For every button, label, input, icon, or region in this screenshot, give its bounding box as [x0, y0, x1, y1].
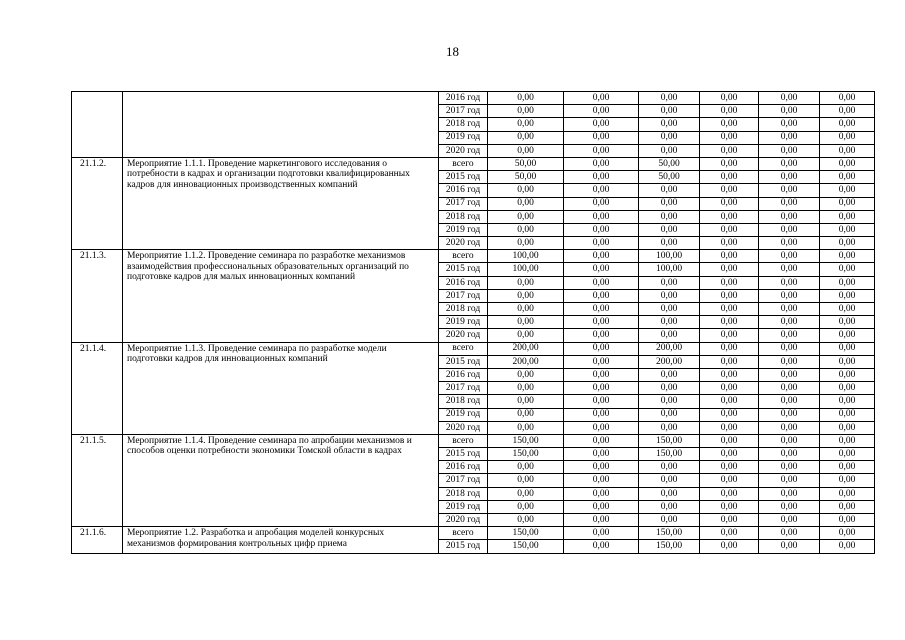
amount-cell: 0,00	[639, 500, 700, 513]
amount-cell: 0,00	[488, 316, 564, 329]
amount-cell: 0,00	[564, 223, 639, 236]
amount-cell: 0,00	[759, 329, 820, 342]
amount-cell: 0,00	[700, 171, 759, 184]
amount-cell: 0,00	[759, 395, 820, 408]
amount-cell: 0,00	[488, 237, 564, 250]
amount-cell: 0,00	[820, 171, 875, 184]
amount-cell: 50,00	[639, 157, 700, 170]
period-cell: всего	[439, 250, 488, 263]
amount-cell: 0,00	[820, 92, 875, 105]
amount-cell: 0,00	[820, 474, 875, 487]
amount-cell: 0,00	[759, 527, 820, 540]
amount-cell: 150,00	[639, 448, 700, 461]
amount-cell: 0,00	[759, 540, 820, 553]
amount-cell: 0,00	[639, 197, 700, 210]
period-cell: 2019 год	[439, 223, 488, 236]
amount-cell: 0,00	[564, 474, 639, 487]
amount-cell: 0,00	[564, 144, 639, 157]
amount-cell: 0,00	[639, 382, 700, 395]
amount-cell: 0,00	[564, 421, 639, 434]
amount-cell: 0,00	[700, 395, 759, 408]
period-cell: всего	[439, 527, 488, 540]
amount-cell: 0,00	[700, 303, 759, 316]
period-cell: 2020 год	[439, 329, 488, 342]
amount-cell: 0,00	[564, 105, 639, 118]
amount-cell: 0,00	[759, 105, 820, 118]
amount-cell: 0,00	[820, 223, 875, 236]
amount-cell: 150,00	[639, 434, 700, 447]
table-row	[72, 342, 875, 355]
activity-title: Мероприятие 1.2. Разработка и апробация моделей конкурсных механизмов формирования контрольных цифр приема	[123, 527, 439, 553]
amount-cell: 50,00	[488, 171, 564, 184]
amount-cell: 0,00	[488, 276, 564, 289]
amount-cell: 0,00	[820, 303, 875, 316]
amount-cell: 0,00	[820, 118, 875, 131]
amount-cell: 0,00	[639, 105, 700, 118]
amount-cell: 0,00	[564, 487, 639, 500]
amount-cell: 0,00	[639, 461, 700, 474]
period-cell: 2016 год	[439, 276, 488, 289]
amount-cell: 0,00	[639, 237, 700, 250]
period-cell: 2017 год	[439, 474, 488, 487]
amount-cell: 0,00	[639, 289, 700, 302]
period-cell: 2020 год	[439, 421, 488, 434]
amount-cell: 0,00	[639, 474, 700, 487]
amount-cell: 0,00	[820, 157, 875, 170]
amount-cell: 0,00	[759, 461, 820, 474]
amount-cell: 0,00	[700, 487, 759, 500]
period-cell: 2020 год	[439, 237, 488, 250]
amount-cell: 0,00	[700, 461, 759, 474]
amount-cell: 0,00	[564, 157, 639, 170]
amount-cell: 0,00	[700, 223, 759, 236]
amount-cell: 0,00	[700, 316, 759, 329]
amount-cell: 0,00	[759, 342, 820, 355]
table-row	[72, 527, 875, 540]
amount-cell: 0,00	[488, 408, 564, 421]
amount-cell: 0,00	[639, 316, 700, 329]
amount-cell: 0,00	[639, 223, 700, 236]
activity-title: Мероприятие 1.1.1. Проведение маркетингового исследования о потребности в кадрах и организации подготовки квалифицированных кадров для инновационных производственных компаний	[123, 157, 439, 249]
amount-cell: 0,00	[564, 131, 639, 144]
amount-cell: 0,00	[488, 144, 564, 157]
amount-cell: 0,00	[639, 368, 700, 381]
amount-cell: 0,00	[564, 171, 639, 184]
amount-cell: 0,00	[759, 500, 820, 513]
amount-cell: 0,00	[820, 263, 875, 276]
budget-table	[71, 91, 875, 554]
amount-cell: 0,00	[700, 448, 759, 461]
amount-cell: 150,00	[639, 540, 700, 553]
amount-cell: 0,00	[639, 421, 700, 434]
amount-cell: 0,00	[700, 197, 759, 210]
activity-title: Мероприятие 1.1.4. Проведение семинара по апробации механизмов и способов оценки потребности экономики Томской области в кадрах	[123, 434, 439, 526]
amount-cell: 0,00	[820, 144, 875, 157]
amount-cell: 0,00	[820, 368, 875, 381]
amount-cell: 0,00	[759, 434, 820, 447]
amount-cell: 0,00	[564, 276, 639, 289]
page-number: 18	[446, 44, 459, 59]
amount-cell: 0,00	[700, 368, 759, 381]
period-cell: 2020 год	[439, 514, 488, 527]
activity-title	[123, 92, 439, 158]
amount-cell: 0,00	[820, 527, 875, 540]
amount-cell: 0,00	[488, 303, 564, 316]
amount-cell: 0,00	[820, 408, 875, 421]
activity-code	[72, 92, 123, 158]
amount-cell: 0,00	[564, 197, 639, 210]
amount-cell: 0,00	[759, 408, 820, 421]
amount-cell: 0,00	[820, 250, 875, 263]
table-row	[72, 92, 875, 105]
amount-cell: 0,00	[700, 263, 759, 276]
amount-cell: 0,00	[564, 118, 639, 131]
amount-cell: 0,00	[700, 329, 759, 342]
amount-cell: 0,00	[700, 500, 759, 513]
amount-cell: 0,00	[564, 92, 639, 105]
period-cell: 2020 год	[439, 144, 488, 157]
period-cell: 2019 год	[439, 408, 488, 421]
amount-cell: 0,00	[820, 434, 875, 447]
amount-cell: 100,00	[488, 263, 564, 276]
amount-cell: 0,00	[700, 92, 759, 105]
period-cell: 2015 год	[439, 540, 488, 553]
amount-cell: 0,00	[564, 210, 639, 223]
amount-cell: 0,00	[820, 289, 875, 302]
amount-cell: 0,00	[488, 289, 564, 302]
amount-cell: 0,00	[700, 342, 759, 355]
amount-cell: 0,00	[820, 514, 875, 527]
period-cell: 2019 год	[439, 316, 488, 329]
amount-cell: 0,00	[700, 144, 759, 157]
amount-cell: 0,00	[488, 329, 564, 342]
amount-cell: 150,00	[488, 527, 564, 540]
period-cell: 2016 год	[439, 184, 488, 197]
period-cell: 2017 год	[439, 382, 488, 395]
amount-cell: 0,00	[564, 434, 639, 447]
period-cell: 2016 год	[439, 92, 488, 105]
amount-cell: 0,00	[700, 157, 759, 170]
amount-cell: 0,00	[639, 514, 700, 527]
amount-cell: 100,00	[639, 263, 700, 276]
amount-cell: 0,00	[488, 514, 564, 527]
amount-cell: 0,00	[564, 527, 639, 540]
amount-cell: 0,00	[759, 421, 820, 434]
amount-cell: 0,00	[759, 250, 820, 263]
amount-cell: 0,00	[488, 184, 564, 197]
amount-cell: 0,00	[700, 184, 759, 197]
amount-cell: 0,00	[488, 197, 564, 210]
amount-cell: 0,00	[700, 408, 759, 421]
amount-cell: 0,00	[564, 408, 639, 421]
amount-cell: 0,00	[488, 474, 564, 487]
table-row	[72, 434, 875, 447]
amount-cell: 0,00	[564, 355, 639, 368]
amount-cell: 0,00	[820, 448, 875, 461]
amount-cell: 50,00	[639, 171, 700, 184]
amount-cell: 0,00	[759, 303, 820, 316]
amount-cell: 0,00	[820, 355, 875, 368]
amount-cell: 0,00	[488, 105, 564, 118]
amount-cell: 0,00	[564, 382, 639, 395]
amount-cell: 200,00	[488, 342, 564, 355]
amount-cell: 0,00	[488, 131, 564, 144]
amount-cell: 0,00	[639, 144, 700, 157]
amount-cell: 0,00	[759, 448, 820, 461]
period-cell: 2018 год	[439, 118, 488, 131]
amount-cell: 0,00	[639, 131, 700, 144]
amount-cell: 0,00	[639, 408, 700, 421]
amount-cell: 0,00	[564, 342, 639, 355]
amount-cell: 200,00	[639, 355, 700, 368]
amount-cell: 0,00	[488, 118, 564, 131]
amount-cell: 0,00	[820, 237, 875, 250]
amount-cell: 0,00	[564, 540, 639, 553]
amount-cell: 0,00	[820, 105, 875, 118]
amount-cell: 0,00	[820, 316, 875, 329]
amount-cell: 0,00	[759, 92, 820, 105]
amount-cell: 0,00	[820, 184, 875, 197]
period-cell: 2017 год	[439, 197, 488, 210]
amount-cell: 0,00	[564, 514, 639, 527]
amount-cell: 0,00	[564, 289, 639, 302]
amount-cell: 0,00	[759, 474, 820, 487]
period-cell: 2018 год	[439, 303, 488, 316]
amount-cell: 0,00	[820, 276, 875, 289]
amount-cell: 0,00	[700, 289, 759, 302]
amount-cell: 100,00	[639, 250, 700, 263]
amount-cell: 0,00	[488, 500, 564, 513]
activity-code: 21.1.4.	[72, 342, 123, 434]
period-cell: 2015 год	[439, 171, 488, 184]
amount-cell: 50,00	[488, 157, 564, 170]
amount-cell: 0,00	[564, 184, 639, 197]
amount-cell: 150,00	[488, 434, 564, 447]
amount-cell: 0,00	[759, 144, 820, 157]
amount-cell: 100,00	[488, 250, 564, 263]
amount-cell: 0,00	[759, 223, 820, 236]
amount-cell: 0,00	[564, 250, 639, 263]
period-cell: 2017 год	[439, 289, 488, 302]
amount-cell: 0,00	[639, 303, 700, 316]
amount-cell: 0,00	[564, 395, 639, 408]
amount-cell: 0,00	[639, 329, 700, 342]
amount-cell: 0,00	[488, 421, 564, 434]
amount-cell: 0,00	[700, 382, 759, 395]
amount-cell: 0,00	[759, 171, 820, 184]
period-cell: 2018 год	[439, 210, 488, 223]
period-cell: 2019 год	[439, 131, 488, 144]
amount-cell: 0,00	[820, 382, 875, 395]
amount-cell: 0,00	[820, 461, 875, 474]
amount-cell: 0,00	[700, 434, 759, 447]
amount-cell: 0,00	[700, 474, 759, 487]
amount-cell: 0,00	[700, 276, 759, 289]
amount-cell: 0,00	[759, 197, 820, 210]
amount-cell: 0,00	[820, 540, 875, 553]
amount-cell: 150,00	[488, 448, 564, 461]
amount-cell: 0,00	[564, 263, 639, 276]
amount-cell: 0,00	[700, 131, 759, 144]
amount-cell: 150,00	[488, 540, 564, 553]
amount-cell: 0,00	[488, 395, 564, 408]
period-cell: всего	[439, 157, 488, 170]
amount-cell: 0,00	[759, 184, 820, 197]
period-cell: 2015 год	[439, 263, 488, 276]
amount-cell: 0,00	[564, 237, 639, 250]
period-cell: 2018 год	[439, 395, 488, 408]
amount-cell: 0,00	[759, 118, 820, 131]
amount-cell: 0,00	[639, 395, 700, 408]
amount-cell: 0,00	[700, 118, 759, 131]
amount-cell: 0,00	[820, 421, 875, 434]
amount-cell: 200,00	[488, 355, 564, 368]
amount-cell: 0,00	[564, 461, 639, 474]
amount-cell: 0,00	[820, 131, 875, 144]
amount-cell: 0,00	[759, 289, 820, 302]
amount-cell: 0,00	[759, 382, 820, 395]
amount-cell: 0,00	[488, 382, 564, 395]
amount-cell: 0,00	[700, 540, 759, 553]
amount-cell: 0,00	[639, 276, 700, 289]
amount-cell: 0,00	[700, 210, 759, 223]
amount-cell: 0,00	[700, 237, 759, 250]
amount-cell: 0,00	[759, 368, 820, 381]
activity-code: 21.1.5.	[72, 434, 123, 526]
amount-cell: 0,00	[820, 342, 875, 355]
amount-cell: 0,00	[564, 368, 639, 381]
amount-cell: 0,00	[564, 316, 639, 329]
amount-cell: 0,00	[564, 448, 639, 461]
amount-cell: 0,00	[488, 368, 564, 381]
amount-cell: 0,00	[700, 105, 759, 118]
amount-cell: 0,00	[759, 237, 820, 250]
amount-cell: 0,00	[700, 421, 759, 434]
period-cell: 2018 год	[439, 487, 488, 500]
amount-cell: 0,00	[488, 210, 564, 223]
amount-cell: 0,00	[488, 487, 564, 500]
amount-cell: 0,00	[564, 303, 639, 316]
amount-cell: 0,00	[700, 514, 759, 527]
amount-cell: 0,00	[759, 514, 820, 527]
amount-cell: 0,00	[820, 197, 875, 210]
activity-code: 21.1.3.	[72, 250, 123, 342]
amount-cell: 0,00	[820, 500, 875, 513]
amount-cell: 0,00	[639, 118, 700, 131]
amount-cell: 0,00	[759, 131, 820, 144]
period-cell: 2015 год	[439, 448, 488, 461]
activity-title: Мероприятие 1.1.3. Проведение семинара по разработке модели подготовки кадров для инновационных компаний	[123, 342, 439, 434]
amount-cell: 0,00	[488, 461, 564, 474]
amount-cell: 0,00	[488, 92, 564, 105]
period-cell: всего	[439, 342, 488, 355]
period-cell: 2019 год	[439, 500, 488, 513]
amount-cell: 0,00	[759, 210, 820, 223]
amount-cell: 0,00	[700, 355, 759, 368]
amount-cell: 0,00	[639, 184, 700, 197]
amount-cell: 0,00	[820, 487, 875, 500]
activity-title: Мероприятие 1.1.2. Проведение семинара по разработке механизмов взаимодействия профессиональных образовательных организаций по подготовке кадров для малых инновационных компаний	[123, 250, 439, 342]
table-row	[72, 250, 875, 263]
amount-cell: 0,00	[564, 500, 639, 513]
amount-cell: 0,00	[564, 329, 639, 342]
amount-cell: 0,00	[759, 157, 820, 170]
amount-cell: 0,00	[700, 527, 759, 540]
amount-cell: 200,00	[639, 342, 700, 355]
period-cell: всего	[439, 434, 488, 447]
amount-cell: 150,00	[639, 527, 700, 540]
amount-cell: 0,00	[639, 92, 700, 105]
amount-cell: 0,00	[488, 223, 564, 236]
amount-cell: 0,00	[639, 487, 700, 500]
activity-code: 21.1.6.	[72, 527, 123, 553]
amount-cell: 0,00	[700, 250, 759, 263]
table-row	[72, 157, 875, 170]
period-cell: 2015 год	[439, 355, 488, 368]
amount-cell: 0,00	[759, 355, 820, 368]
amount-cell: 0,00	[759, 263, 820, 276]
period-cell: 2016 год	[439, 368, 488, 381]
amount-cell: 0,00	[820, 395, 875, 408]
period-cell: 2017 год	[439, 105, 488, 118]
amount-cell: 0,00	[759, 316, 820, 329]
amount-cell: 0,00	[639, 210, 700, 223]
amount-cell: 0,00	[820, 210, 875, 223]
activity-code: 21.1.2.	[72, 157, 123, 249]
amount-cell: 0,00	[820, 329, 875, 342]
amount-cell: 0,00	[759, 487, 820, 500]
amount-cell: 0,00	[759, 276, 820, 289]
period-cell: 2016 год	[439, 461, 488, 474]
